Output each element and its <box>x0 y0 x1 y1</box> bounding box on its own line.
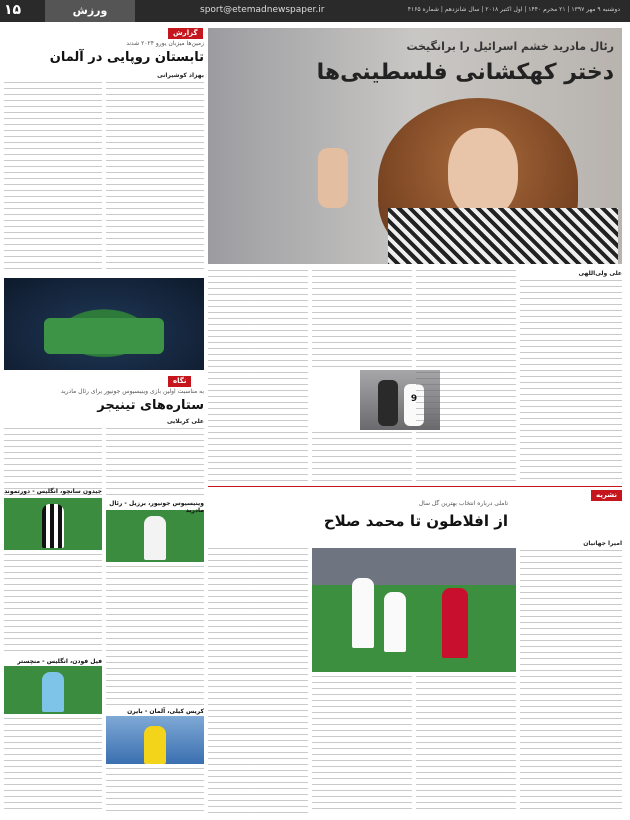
kiely-photo <box>106 716 204 764</box>
caption-sancho: جیدون سانچو، انگلیس - دورتموند <box>4 488 102 495</box>
pitch <box>44 318 164 354</box>
vinicius-photo <box>106 510 204 562</box>
main-col-1 <box>520 280 622 482</box>
teen-article-author: علی کربلایی <box>166 418 204 425</box>
defender-jersey-2 <box>384 592 406 652</box>
teen-col-right <box>106 428 204 498</box>
caption-kiely: کریس کیلی، آلمان - بایرن <box>127 708 204 715</box>
shirt-9: 9 <box>404 384 424 426</box>
peace-sign-hand <box>318 148 348 208</box>
main-col-3 <box>312 270 412 370</box>
keffiyeh-scarf <box>388 208 618 264</box>
caption-foden: فیل فودن، انگلیس - منچستر <box>17 658 102 665</box>
left-article-col-2 <box>106 82 204 272</box>
salah-goal-photo <box>312 548 516 672</box>
salah-article-title: از افلاطون تا محمد صلاح <box>323 512 508 530</box>
teen-col-right-2 <box>106 566 204 706</box>
teen-col-left-2 <box>4 554 102 654</box>
sancho-photo <box>4 498 102 550</box>
foden-photo <box>4 666 102 714</box>
salah-col-4 <box>208 548 308 652</box>
stadium-image <box>4 278 204 370</box>
teen-col-right-3 <box>106 768 204 814</box>
section-divider <box>208 486 622 487</box>
salah-jersey <box>442 588 468 658</box>
tag-publication: نشریه <box>591 490 622 501</box>
left-article-title: تابستان روپایی در آلمان <box>49 50 204 65</box>
hero-title: دختر کهکشانی فلسطینی‌ها <box>316 60 614 85</box>
person-left <box>378 380 398 426</box>
salah-col-1 <box>520 550 622 814</box>
salah-col-4b <box>208 656 308 814</box>
salah-col-3 <box>312 676 412 814</box>
hero-image <box>208 28 622 264</box>
player-jersey <box>42 504 64 548</box>
main-col-2 <box>416 270 516 482</box>
right-article-author: علی ولی‌اللهی <box>578 270 622 277</box>
player-jersey-yellow <box>144 726 166 764</box>
section-label: ورزش <box>45 0 135 22</box>
left-article-author: بهزاد کوشیرانی <box>157 72 204 79</box>
main-col-3b <box>312 432 412 482</box>
caption-vinicius: وینیسیوس جونیور، برزیل - رئال مادرید <box>109 500 204 514</box>
salah-article-author: امیرا جهانیان <box>583 540 622 547</box>
hero-subtitle: رئال مادرید خشم اسرائیل را برانگیخت <box>406 40 614 53</box>
left-article-col-1 <box>4 82 102 272</box>
salah-article-kicker: تاملی درباره انتخاب بهترین گل سال <box>418 500 508 507</box>
teen-article-title: ستاره‌های تینیجر <box>97 398 204 413</box>
defender-jersey <box>352 578 374 648</box>
section-email: sport@etemadnewspaper.ir <box>200 5 325 15</box>
teen-col-left-3 <box>4 718 102 814</box>
salah-col-2 <box>416 676 516 814</box>
player-jersey-blue <box>42 672 64 712</box>
tag-report: گزارش <box>168 28 203 39</box>
page-number: ۱۵ <box>4 2 22 18</box>
left-article-kicker: زمین‌ها میزبان یورو ۲۰۲۴ شدند <box>126 40 204 47</box>
player-jersey-white <box>144 516 166 560</box>
teen-article-kicker: به مناسبت اولین بازی وینیسیوس جونیور برای رئال مادرید <box>60 388 204 395</box>
tag-view: نگاه <box>168 376 191 387</box>
hero-face <box>448 128 518 218</box>
dateline: دوشنبه ۹ مهر ۱۳۹۷ | ۲۱ محرم ۱۴۴۰ | اول اکتبر ۲۰۱۸ | سال شانزدهم | شماره ۴۱۶۵ <box>407 6 620 13</box>
main-col-4 <box>208 270 308 482</box>
